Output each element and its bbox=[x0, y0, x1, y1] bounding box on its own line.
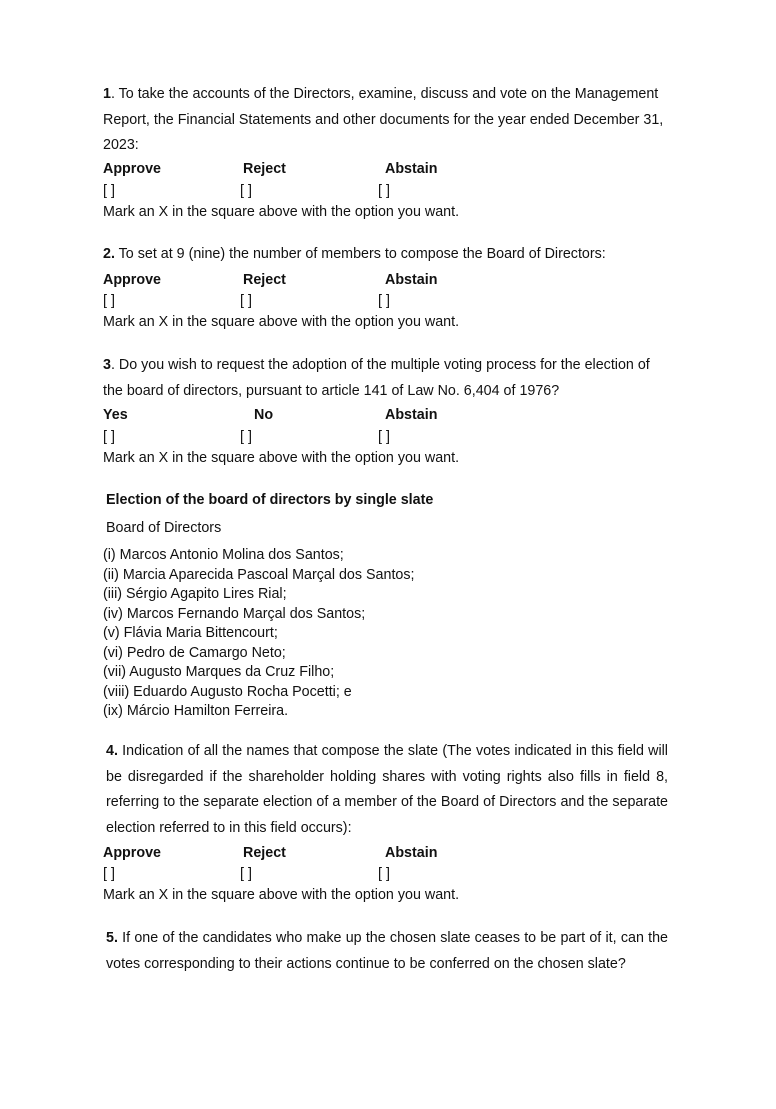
abstain-checkbox[interactable]: [ ] bbox=[378, 429, 390, 445]
option-yes-label: Yes bbox=[103, 407, 128, 423]
candidate-name: (iv) Marcos Fernando Marçal dos Santos; bbox=[103, 605, 366, 622]
approve-checkbox[interactable]: [ ] bbox=[103, 183, 115, 199]
vote-options-header bbox=[103, 161, 523, 181]
vote-checkboxes bbox=[103, 183, 523, 203]
question-text: . Do you wish to request the adoption of the multiple voting process for the election of the board of directors, pursuant to article 141 of Law No. 6,404 of 1976? bbox=[103, 357, 650, 399]
mark-instruction: Mark an X in the square above with the option you want. bbox=[103, 314, 460, 330]
no-checkbox[interactable]: [ ] bbox=[240, 429, 252, 445]
question-5 bbox=[106, 926, 668, 977]
option-approve-label: Approve bbox=[103, 845, 161, 861]
question-number: 2. bbox=[103, 246, 115, 262]
abstain-checkbox[interactable]: [ ] bbox=[378, 183, 390, 199]
candidate-name: (v) Flávia Maria Bittencourt; bbox=[103, 625, 278, 641]
question-1 bbox=[103, 82, 671, 159]
reject-checkbox[interactable]: [ ] bbox=[240, 293, 252, 309]
candidate-name: (viii) Eduardo Augusto Rocha Pocetti; e bbox=[103, 683, 352, 700]
vote-options-header bbox=[103, 272, 523, 292]
approve-checkbox[interactable]: [ ] bbox=[103, 293, 115, 309]
question-4 bbox=[106, 739, 668, 841]
election-heading: Election of the board of directors by single slate bbox=[106, 492, 434, 508]
mark-instruction: Mark an X in the square above with the option you want. bbox=[103, 450, 460, 466]
option-reject-label: Reject bbox=[243, 845, 286, 861]
question-number: 5. bbox=[106, 930, 118, 946]
reject-checkbox[interactable]: [ ] bbox=[240, 866, 252, 882]
question-text: . To take the accounts of the Directors, examine, discuss and vote on the Management Report, the Financial Statements and other documents for the year ended December 31, 2023: bbox=[103, 86, 664, 153]
yes-checkbox[interactable]: [ ] bbox=[103, 429, 115, 445]
vote-checkboxes bbox=[103, 866, 523, 886]
candidate-name: (i) Marcos Antonio Molina dos Santos; bbox=[103, 547, 344, 563]
option-abstain-label: Abstain bbox=[385, 161, 438, 177]
vote-options-header bbox=[103, 407, 523, 427]
option-reject-label: Reject bbox=[243, 272, 286, 288]
abstain-checkbox[interactable]: [ ] bbox=[378, 293, 390, 309]
vote-checkboxes bbox=[103, 429, 523, 449]
question-text: Indication of all the names that compose the slate (The votes indicated in this field will be disregarded if the shareholder holding shares with voting rights also fills in field 8, referring to the separate election of a member of the Board of Directors and the separate election referred to in this field occurs): bbox=[106, 743, 668, 836]
mark-instruction: Mark an X in the square above with the option you want. bbox=[103, 887, 460, 903]
candidate-list bbox=[103, 546, 415, 722]
question-text: If one of the candidates who make up the chosen slate ceases to be part of it, can the votes corresponding to their actions continue to be conferred on the chosen slate? bbox=[106, 930, 668, 972]
candidate-name: (vi) Pedro de Camargo Neto; bbox=[103, 644, 286, 661]
question-number: 1 bbox=[103, 86, 111, 102]
question-2 bbox=[103, 242, 671, 268]
option-abstain-label: Abstain bbox=[385, 845, 438, 861]
candidate-name: (vii) Augusto Marques da Cruz Filho; bbox=[103, 664, 335, 680]
mark-instruction: Mark an X in the square above with the option you want. bbox=[103, 204, 460, 220]
question-text: To set at 9 (nine) the number of members to compose the Board of Directors: bbox=[114, 246, 606, 262]
abstain-checkbox[interactable]: [ ] bbox=[378, 866, 390, 882]
vote-options-header bbox=[103, 845, 523, 865]
option-no-label: No bbox=[254, 407, 274, 423]
candidate-name: (iii) Sérgio Agapito Lires Rial; bbox=[103, 586, 287, 602]
vote-checkboxes bbox=[103, 293, 523, 313]
option-abstain-label: Abstain bbox=[385, 272, 438, 288]
question-number: 3 bbox=[103, 357, 111, 373]
election-subheading: Board of Directors bbox=[106, 520, 222, 536]
question-number: 4. bbox=[106, 743, 118, 759]
candidate-name: (ix) Márcio Hamilton Ferreira. bbox=[103, 703, 289, 719]
question-3 bbox=[103, 353, 671, 404]
option-approve-label: Approve bbox=[103, 272, 161, 288]
option-approve-label: Approve bbox=[103, 161, 161, 177]
option-abstain-label: Abstain bbox=[385, 407, 438, 423]
option-reject-label: Reject bbox=[243, 161, 286, 177]
approve-checkbox[interactable]: [ ] bbox=[103, 866, 115, 882]
candidate-name: (ii) Marcia Aparecida Pascoal Marçal dos Santos; bbox=[103, 566, 415, 583]
reject-checkbox[interactable]: [ ] bbox=[240, 183, 252, 199]
